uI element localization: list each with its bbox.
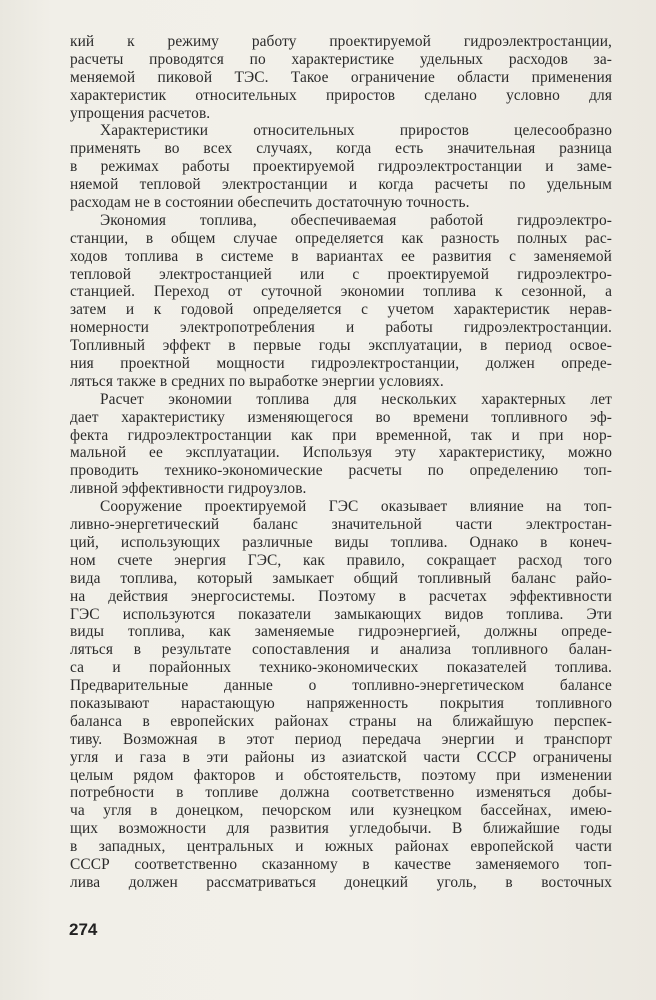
text-line: Сооружение проектируемой ГЭС оказывает влияние на топ- <box>100 498 612 516</box>
text-line: целым рядом факторов и обстоятельств, поэтому при изменении <box>70 766 612 784</box>
text-line: дает характеристику изменяющегося во времени топливного эф- <box>70 408 612 426</box>
text-line: ном счете энергия ГЭС, как правило, сокращает расход того <box>70 551 612 569</box>
text-line: применять во всех случаях, когда есть значительная разница <box>70 140 612 158</box>
text-line: Экономия топлива, обеспечиваемая работой гидроэлектро- <box>100 211 612 229</box>
text-line: ляться в результате сопоставления и анализа топливного балан- <box>70 641 612 659</box>
text-line: тепловой электростанцией или с проектируемой гидроэлектро- <box>70 265 612 283</box>
text-line: виды топлива, как заменяемые гидроэнергией, должны опреде- <box>70 623 612 641</box>
text-line: са и порайонных технико-экономических показателей топлива. <box>70 659 612 677</box>
text-line: щих возможности для развития угледобычи. В ближайшие годы <box>70 820 612 838</box>
text-line: тиву. Возможная в этот период передача энергии и транспорт <box>70 730 612 748</box>
text-line: баланса в европейских районах страны на ближайшую перспек- <box>70 712 612 730</box>
text-line: затем и к годовой определяется с учетом характеристик нерав- <box>70 301 612 319</box>
text-line: ГЭС используются показатели замыкающих видов топлива. Эти <box>70 605 612 623</box>
text-line: характеристик относительных приростов сделано условно для <box>70 86 612 104</box>
text-line: ляться также в средних по выработке энергии условиях. <box>70 372 444 390</box>
text-line: СССР соответственно сказанному в качестве заменяемого топ- <box>70 855 612 873</box>
text-line: на действия энергосистемы. Поэтому в расчетах эффективности <box>70 587 612 605</box>
text-line: меняемой пиковой ТЭС. Такое ограничение области применения <box>70 68 612 86</box>
text-line: в западных, центральных и южных районах европейской части <box>70 838 612 856</box>
text-line: ций, использующих различные виды топлива. Однако в конеч- <box>70 533 612 551</box>
paragraph <box>70 212 612 391</box>
text-line: станцией. Переход от суточной экономии топлива к сезонной, а <box>70 283 612 301</box>
paragraph <box>70 33 612 122</box>
text-line: проводить технико-экономические расчеты по определению топ- <box>70 462 612 480</box>
text-line: ния проектной мощности гидроэлектростанции, должен опреде- <box>70 355 612 373</box>
text-line: ходов топлива в системе в вариантах ее развития с заменяемой <box>70 247 612 265</box>
text-line: номерности электропотребления и работы гидроэлектростанции. <box>70 319 612 337</box>
text-line: расчеты проводятся по характеристике удельных расходов за- <box>70 50 612 68</box>
text-line: мальной ее эксплуатации. Используя эту характеристику, можно <box>70 444 612 462</box>
text-line: Топливный эффект в первые годы эксплуатации, в период освое- <box>70 337 612 355</box>
paragraph <box>70 498 612 892</box>
page-number: 274 <box>69 920 98 939</box>
text-line: няемой тепловой электростанции и когда расчеты по удельным <box>70 176 612 194</box>
text-line: в режимах работы проектируемой гидроэлектростанции и заме- <box>70 158 612 176</box>
text-line: расходам не в состоянии обеспечить достаточную точность. <box>70 194 470 212</box>
body-text <box>70 33 612 892</box>
text-line: кий к режиму работу проектируемой гидроэлектростанции, <box>70 33 612 50</box>
text-line: ливной эффективности гидроузлов. <box>70 480 307 498</box>
text-line: угля и газа в эти районы из азиатской части СССР ограничены <box>70 748 612 766</box>
text-line: станции, в общем случае определяется как разность полных рас- <box>70 229 612 247</box>
text-line: лива должен рассматриваться донецкий уголь, в восточных <box>70 873 612 891</box>
text-line: упрощения расчетов. <box>70 104 211 122</box>
text-line: ча угля в донецком, печорском или кузнецком бассейнах, имею- <box>70 802 612 820</box>
paragraph <box>70 122 612 211</box>
text-line: Предварительные данные о топливно-энергетическом балансе <box>70 677 612 695</box>
text-line: потребности в топливе должна соответственно изменяться добы- <box>70 784 612 802</box>
paragraph <box>70 391 612 498</box>
text-line: ливно-энергетический баланс значительной части электростан- <box>70 516 612 534</box>
text-line: Расчет экономии топлива для нескольких характерных лет <box>100 390 612 408</box>
text-line: фекта гидроэлектростанции как при временной, так и при нор- <box>70 426 612 444</box>
text-line: Характеристики относительных приростов целесообразно <box>100 122 612 140</box>
text-line: показывают нарастающую напряженность покрытия топливного <box>70 694 612 712</box>
text-line: вида топлива, который замыкает общий топливный баланс райо- <box>70 569 612 587</box>
